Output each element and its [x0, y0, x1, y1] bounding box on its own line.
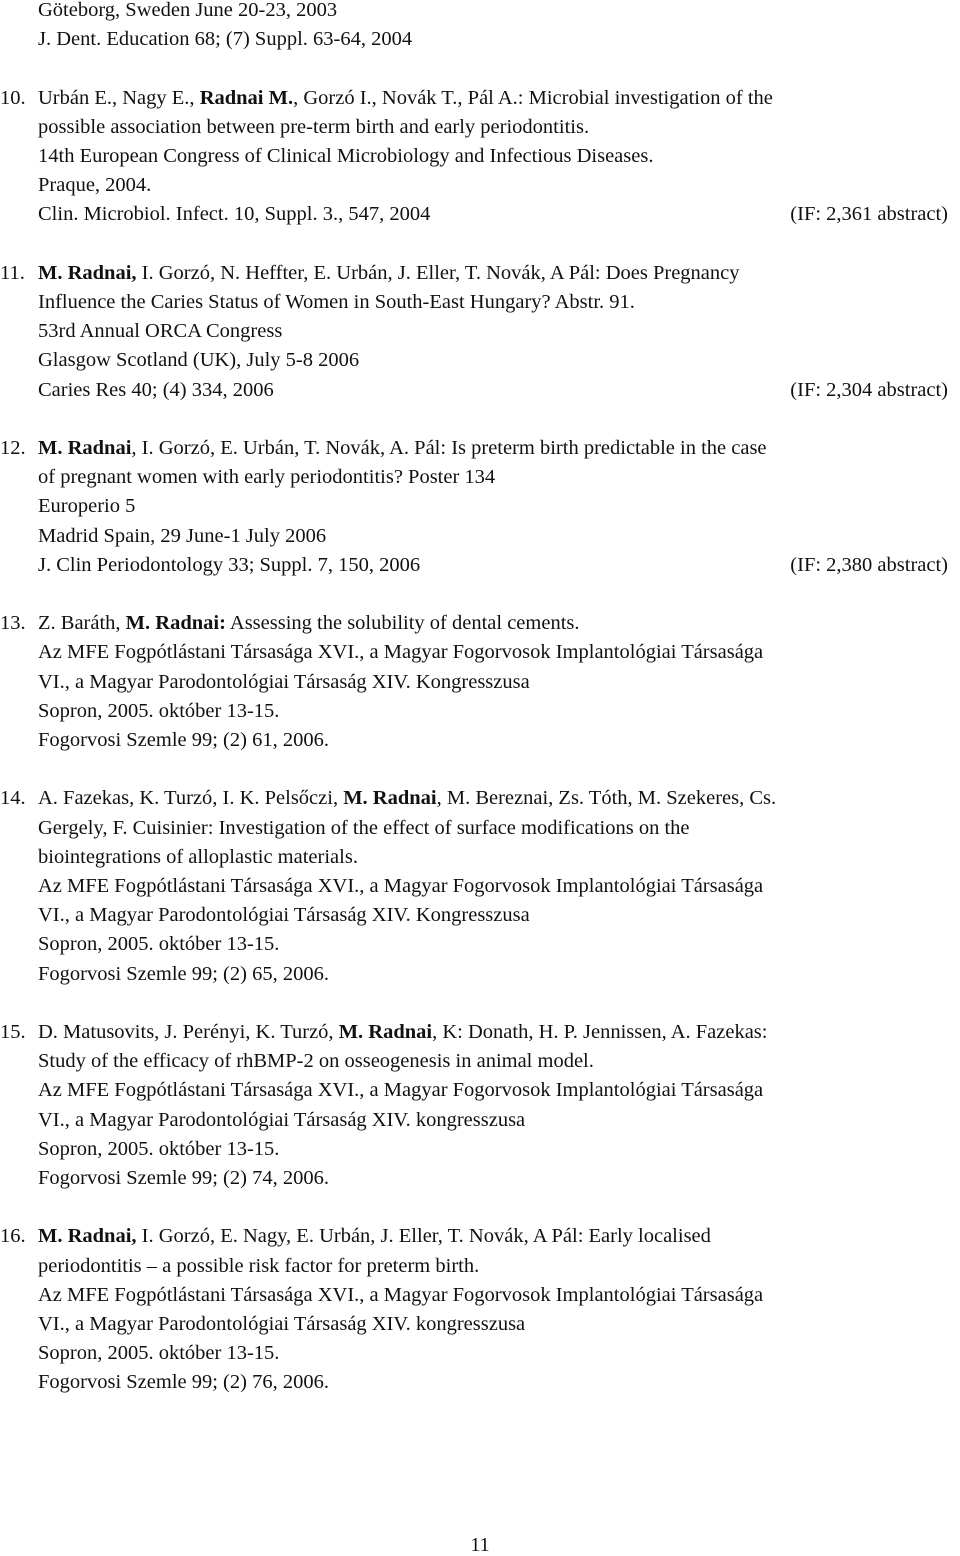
entry-text: biointegrations of alloplastic materials. — [38, 845, 358, 868]
entry-number: 15. — [0, 1021, 26, 1043]
entry-line — [38, 1368, 329, 1397]
entry-text: Fogorvosi Szemle 99; (2) 76, 2006. — [38, 1371, 329, 1394]
entry-line — [38, 113, 589, 142]
entry-text: Urbán E., Nagy E., — [38, 86, 200, 109]
entry-text: Fogorvosi Szemle 99; (2) 65, 2006. — [38, 962, 329, 985]
entry-line — [38, 492, 135, 521]
entry-text: Caries Res 40; (4) 334, 2006 — [38, 378, 274, 401]
entry-line — [38, 1281, 763, 1310]
entry-line — [38, 1164, 329, 1193]
entry-line — [38, 259, 740, 288]
entry-number: 11. — [0, 261, 25, 284]
entry-line — [38, 1076, 763, 1105]
entry-text: A. Fazekas, K. Turzó, I. K. Pelsőczi, — [38, 787, 344, 810]
entry-line — [38, 84, 773, 113]
impact-factor: (IF: 2,304 abstract) — [790, 378, 948, 401]
entry-line — [38, 960, 329, 989]
highlighted-author: M. Radnai, — [38, 261, 137, 284]
entry-text: Glasgow Scotland (UK), July 5-8 2006 — [38, 349, 360, 372]
entry-text: possible association between pre-term birth and early periodontitis. — [38, 115, 590, 138]
entry-line — [38, 142, 653, 171]
entry-text: , M. Bereznai, Zs. Tóth, M. Szekeres, Cs. — [436, 787, 777, 810]
entry-line — [38, 784, 776, 813]
entry-number: 12. — [0, 437, 26, 459]
entry-text: D. Matusovits, J. Perényi, K. Turzó, — [38, 1021, 339, 1043]
entry-line — [38, 317, 282, 346]
entry-text: Az MFE Fogpótlástani Társasága XVI., a Magyar Fogorvosok Implantológiai Társasága — [38, 641, 764, 664]
entry-line — [38, 551, 420, 580]
highlighted-author: Radnai M. — [199, 86, 294, 109]
entry-text: , I. Gorzó, E. Urbán, T. Novák, A. Pál: Is preterm birth predictable in the case — [131, 437, 767, 459]
entry-text: 53rd Annual ORCA Congress — [38, 320, 283, 343]
entry-text: Sopron, 2005. október 13-15. — [38, 1137, 280, 1160]
impact-factor: (IF: 2,361 abstract) — [790, 203, 948, 226]
entry-line — [38, 1310, 525, 1339]
highlighted-author: M. Radnai — [38, 437, 132, 459]
header-line: J. Dent. Education 68; (7) Suppl. 63-64, 2004 — [38, 28, 413, 51]
entry-text: Europerio 5 — [38, 495, 136, 518]
entry-line — [38, 171, 151, 200]
entry-text: VI., a Magyar Parodontológiai Társaság XIV. Kongresszusa — [38, 904, 530, 927]
entry-text: Az MFE Fogpótlástani Társasága XVI., a Magyar Fogorvosok Implantológiai Társasága — [38, 1079, 764, 1102]
entry-text: Praque, 2004. — [38, 174, 152, 197]
entry-line — [38, 901, 530, 930]
entry-number: 14. — [0, 787, 26, 810]
entry-text: Z. Baráth, — [38, 612, 126, 635]
entry-line — [38, 346, 359, 375]
entry-number: 10. — [0, 86, 26, 109]
header-line: Göteborg, Sweden June 20-23, 2003 — [38, 0, 338, 21]
highlighted-author: M. Radnai, — [38, 1225, 137, 1248]
entry-line — [38, 1018, 767, 1047]
entry-line — [38, 1222, 711, 1251]
entry-text: Clin. Microbiol. Infect. 10, Suppl. 3., 547, 2004 — [38, 203, 431, 226]
entry-line — [38, 463, 495, 492]
entry-line — [38, 434, 767, 463]
entry-text: Az MFE Fogpótlástani Társasága XVI., a Magyar Fogorvosok Implantológiai Társasága — [38, 1283, 764, 1306]
entry-line — [38, 1252, 479, 1281]
entry-text: J. Clin Periodontology 33; Suppl. 7, 150, 2006 — [38, 553, 421, 576]
entry-line — [38, 872, 763, 901]
entry-text: VI., a Magyar Parodontológiai Társaság XIV. kongresszusa — [38, 1108, 526, 1131]
entry-text: VI., a Magyar Parodontológiai Társaság XIV. Kongresszusa — [38, 670, 530, 693]
entry-text: Sopron, 2005. október 13-15. — [38, 699, 280, 722]
highlighted-author: M. Radnai — [343, 787, 437, 810]
entry-text: Sopron, 2005. október 13-15. — [38, 1342, 280, 1365]
entry-text: Gergely, F. Cuisinier: Investigation of the effect of surface modifications on the — [38, 816, 690, 839]
entry-text: Assessing the solubility of dental cements. — [225, 612, 580, 635]
entry-text: , K: Donath, H. P. Jennissen, A. Fazekas: — [432, 1021, 768, 1043]
entry-text: I. Gorzó, N. Heffter, E. Urbán, J. Eller, T. Novák, A Pál: Does Pregnancy — [136, 261, 740, 284]
entry-line — [38, 814, 690, 843]
entry-text: of pregnant women with early periodontitis? Poster 134 — [38, 466, 496, 489]
page-number: 11 — [470, 1534, 490, 1556]
entry-line — [38, 1135, 279, 1164]
entry-line — [38, 697, 279, 726]
entry-text: Madrid Spain, 29 June-1 July 2006 — [38, 524, 327, 547]
entry-line — [38, 1047, 594, 1076]
entry-line — [38, 1106, 525, 1135]
entry-text: Study of the efficacy of rhBMP-2 on osseogenesis in animal model. — [38, 1050, 594, 1073]
entry-line — [38, 638, 763, 667]
entry-text: VI., a Magyar Parodontológiai Társaság XIV. kongresszusa — [38, 1313, 526, 1335]
entry-text: Influence the Caries Status of Women in South-East Hungary? Abstr. 91. — [38, 291, 635, 313]
entry-text: , Gorzó I., Novák T., Pál A.: Microbial investigation of the — [293, 86, 773, 109]
entry-line — [38, 1339, 279, 1368]
entry-text: periodontitis – a possible risk factor for preterm birth. — [38, 1254, 480, 1277]
entry-text: I. Gorzó, E. Nagy, E. Urbán, J. Eller, T. Novák, A Pál: Early localised — [136, 1225, 711, 1248]
entry-line — [38, 843, 358, 872]
entry-number: 16. — [0, 1225, 26, 1248]
entry-text: 14th European Congress of Clinical Microbiology and Infectious Diseases. — [38, 145, 654, 167]
entry-line — [38, 522, 326, 551]
entry-line — [38, 200, 430, 229]
entry-text: Sopron, 2005. október 13-15. — [38, 933, 280, 956]
entry-line — [38, 376, 274, 405]
entry-text: Az MFE Fogpótlástani Társasága XVI., a Magyar Fogorvosok Implantológiai Társasága — [38, 875, 764, 897]
impact-factor: (IF: 2,380 abstract) — [790, 553, 948, 576]
entry-line — [38, 288, 635, 317]
highlighted-author: M. Radnai: — [125, 612, 226, 635]
entry-number: 13. — [0, 612, 26, 635]
entry-text: Fogorvosi Szemle 99; (2) 61, 2006. — [38, 729, 329, 751]
entry-text: Fogorvosi Szemle 99; (2) 74, 2006. — [38, 1167, 329, 1189]
entry-line — [38, 930, 279, 959]
highlighted-author: M. Radnai — [338, 1021, 433, 1043]
entry-line — [38, 668, 530, 697]
entry-line — [38, 609, 580, 638]
entry-line — [38, 726, 329, 755]
